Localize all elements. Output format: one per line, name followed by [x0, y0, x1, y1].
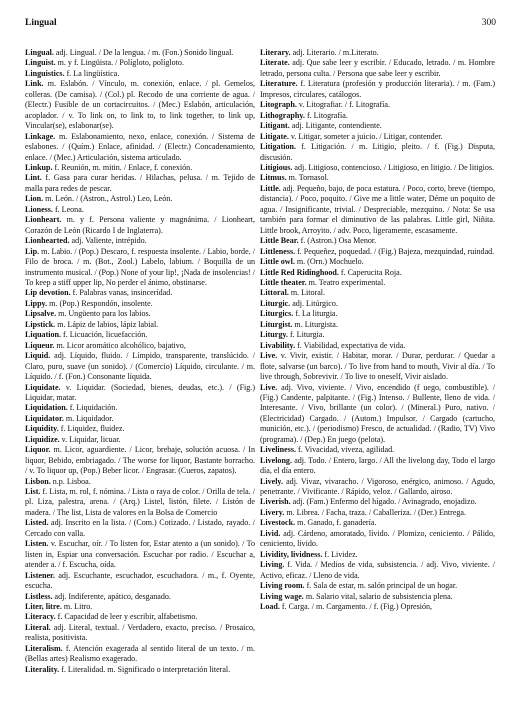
dictionary-entry	[260, 173, 495, 183]
entry-definition: m. Licor aromático alcohólico, bajativo,	[54, 340, 186, 350]
dictionary-entry	[25, 403, 255, 413]
dictionary-entry	[260, 383, 495, 446]
entry-definition: m. Licor, aguardiente. / Licor, brebaje, solución acuosa. / In liquor, Bebido, embriagado. / The worse for liquor, Bastante borracho. / v. To liquor up, (Pop.) Beber licor. / Engrasar. (Cueros, zapatos).	[25, 445, 255, 476]
entry-headword: Liveliness.	[260, 445, 296, 455]
dictionary-entry	[260, 581, 495, 591]
entry-headword: Livestock.	[260, 518, 296, 528]
dictionary-entry	[260, 560, 495, 581]
entry-definition: f. Lista, m. rol, f. nómina. / Lista o raya de color. / Orilla de tela. / pl. Liza, palestra, arena. / (Arq.) Listel, listón, filete. / Listón de madera. / The list, Lista de valores en la Bolsa de Comercio	[25, 487, 255, 517]
dictionary-entry	[25, 48, 255, 58]
entry-headword: Liquidator.	[25, 413, 64, 423]
entry-headword: Litograph.	[260, 100, 297, 110]
entry-definition: m. Ganado, f. ganadería.	[295, 518, 377, 528]
entry-definition: m. y f. Persona valiente y magnánima. / Lionheart, Corazón de León (Ricardo I de Inglaterra).	[25, 215, 255, 235]
dictionary-entry	[25, 194, 255, 204]
dictionary-entry	[25, 623, 255, 644]
dictionary-entry	[25, 58, 255, 68]
entry-headword: Liquid.	[25, 351, 51, 361]
entry-definition: f. Litigación. / m. Litigio, pleito. / f. (Fig.) Disputa, discusión.	[260, 142, 495, 162]
dictionary-entry	[25, 309, 255, 319]
entry-definition: m. Liturgista.	[292, 319, 338, 329]
entry-definition: adj. Vivo, viviente. / Vivo, encendido (f uego, combustible). / (Fig.) Candente, palpitante. / (Fig.) Intenso. / Bullente, lleno de vida. / Interesante. / Vivo, brillante (un color). / (Mineral.) Puro, nativo. / (Electricidad) Cargado. / (Autom.) Impulsor. / Cargado (cartucho, munición, etc.). / (periodismo) Fresco, de actualidad. / (Radio, TV) Vivo (programa). / (Dep.) En juego (pelota).	[260, 382, 495, 444]
dictionary-entry	[260, 48, 495, 58]
entry-headword: Lioness.	[25, 204, 53, 214]
entry-definition: f. Palabras vanas, insincerídad.	[70, 288, 173, 298]
dictionary-entry	[260, 592, 495, 602]
entry-definition: m. Librea. / Facha, traza. / Caballeriza. / (Der.) Entrega.	[284, 507, 467, 517]
entry-headword: Lipsalve.	[25, 309, 57, 319]
dictionary-entry	[25, 592, 255, 602]
entry-headword: Livelong.	[260, 455, 292, 465]
entry-definition: m. y f. Lingüista. / Polígloto, polígloto.	[55, 58, 184, 68]
dictionary-entry	[260, 247, 495, 257]
entry-definition: adj. Escuchante, escuchador, escuchadora. / m., f. Oyente, escucha.	[25, 570, 255, 591]
entry-headword: Listen.	[25, 539, 49, 549]
entry-definition: m. Eslabonamiento, nexo, enlace, conexión. / Sistema de eslabones. / (Quím.) Enlace, afinidad. / (Electr.) Concadenamiento, enlace. / (Mec.) Articulación, sistema articulado.	[25, 131, 255, 162]
entry-headword: Livability.	[260, 340, 296, 350]
dictionary-entry	[25, 69, 255, 79]
dictionary-entry	[260, 142, 495, 163]
page-number: 300	[481, 18, 496, 28]
entry-headword: Liturgy.	[260, 330, 288, 340]
dictionary-entry	[25, 132, 255, 163]
entry-definition: adj. Lingual. / De la lengua. / m. (Fon.) Sonido lingual.	[53, 48, 234, 57]
entry-definition: adj. Inscrito en la lista. / (Com.) Cotizado. / Listado, rayado. / Cercado con valla.	[25, 518, 255, 538]
dictionary-entry	[25, 487, 255, 518]
entry-headword: Literacy.	[25, 612, 56, 622]
dictionary-entry	[25, 414, 255, 424]
dictionary-entry	[25, 320, 255, 330]
dictionary-entry	[260, 132, 495, 142]
entry-headword: Lingual.	[25, 48, 54, 57]
entry-definition: m. Litro.	[61, 602, 93, 612]
entry-headword: Liter, litre.	[25, 602, 62, 612]
entry-definition: f. Reunión, m. mitin. / Enlace, f. conexión.	[52, 162, 193, 172]
dictionary-entry	[260, 100, 495, 110]
dictionary-entry	[25, 571, 255, 592]
entry-headword: Lint.	[25, 173, 42, 183]
dictionary-entry	[25, 215, 255, 236]
dictionary-entry	[260, 529, 495, 550]
entry-headword: Liturgist.	[260, 319, 293, 329]
entry-definition: f. Carga. / m. Cargamento. / f. (Fig.) Opresión,	[279, 602, 433, 612]
dictionary-entry	[260, 341, 495, 351]
dictionary-entry	[260, 299, 495, 309]
entry-headword: Live.	[260, 382, 278, 392]
entry-headword: Liquor.	[25, 445, 51, 455]
entry-definition: v. Litigar, someter a juicio. / Litigar, contender.	[288, 131, 443, 141]
entry-headword: Lively.	[260, 476, 284, 486]
entry-definition: f. Leona.	[52, 204, 84, 214]
dictionary-entry	[25, 247, 255, 289]
entry-headword: Living.	[260, 560, 285, 570]
dictionary-entry	[260, 309, 495, 319]
entry-definition: v. Liquidar. (Sociedad, bienes, deudas, etc.). / (Fig.) Liquidar, matar.	[25, 382, 255, 402]
entry-headword: Liquation.	[25, 330, 62, 340]
entry-definition: m. Lápiz de labios, lápiz labial.	[55, 319, 159, 329]
dictionary-entry	[260, 508, 495, 518]
entry-headword: Lividity, lividness.	[260, 549, 323, 559]
entry-headword: Listener.	[25, 570, 55, 580]
entry-headword: Linkage.	[25, 131, 56, 141]
entry-headword: Liquidation.	[25, 403, 68, 413]
entry-definition: adj. Valiente, intrépido.	[69, 236, 147, 246]
guide-word: Lingual	[25, 18, 57, 28]
entry-definition: m. Teatro experimental.	[306, 277, 386, 287]
entry-definition: adj. Cárdeno, amoratado, lívido. / Plomizo, ceniciento. / Pálido, ceniciento, lívido.	[260, 528, 495, 549]
entry-definition: f. Viabilidad, expectativa de vida.	[295, 340, 406, 350]
dictionary-entry	[25, 424, 255, 434]
entry-definition: f. Liquidez, fluidez.	[58, 424, 125, 434]
entry-definition: f. Vivacidad, viveza, agilidad.	[296, 445, 395, 455]
entry-headword: Lipstick.	[25, 319, 56, 329]
entry-definition: f. Literalidad. m. Significado o interpretación literal.	[59, 664, 231, 674]
entry-definition: m. Labio. / (Pop.) Descaro, f. respuesta insolente. / Labio, borde. / Filo de broca. / m. (Bot., Zool.) Labelo, labium. / Boquilla de un instrumento musical. / (Pop.) None of your lip!, ¡Nada de insolencias! / To keep a stiff upper lip, No perder el ánimo, obstinarse.	[25, 246, 255, 287]
entry-headword: Literature.	[260, 79, 298, 89]
dictionary-entry	[25, 351, 255, 382]
dictionary-entry	[25, 445, 255, 476]
entry-definition: v. Litografiar. / f. Litografía.	[296, 100, 390, 110]
dictionary-entry	[260, 351, 495, 382]
dictionary-entry	[260, 497, 495, 507]
dictionary-entry	[260, 330, 495, 340]
entry-headword: Living room.	[260, 581, 305, 591]
entry-definition: m. Tornasol.	[286, 173, 329, 183]
entry-headword: Litigation.	[260, 142, 296, 152]
entry-definition: m. (Orn.) Mochuelo.	[294, 257, 364, 267]
entry-definition: f. Litografía.	[304, 110, 348, 120]
dictionary-entry	[260, 320, 495, 330]
dictionary-entry	[260, 456, 495, 477]
entry-headword: Lip devotion.	[25, 288, 71, 298]
dictionary-entry	[260, 79, 495, 100]
entry-definition: m. (Pop.) Respondón, insolente.	[47, 298, 153, 308]
entry-definition: adj. Litigante, contendiente.	[289, 121, 382, 131]
entry-headword: Literality.	[25, 664, 60, 674]
entry-headword: Liturgic.	[260, 298, 291, 308]
dictionary-entry	[25, 518, 255, 539]
entry-definition: adj. Literal, textual. / Verdadero, exacto, preciso. / Prosaico, realista, positivista.	[25, 622, 255, 643]
entry-definition: f. Sala de estar, m. salón principal de un hogar.	[304, 581, 458, 591]
entry-headword: Liquidity.	[25, 424, 59, 434]
entry-headword: Liquidate.	[25, 382, 61, 392]
entry-headword: Linguist.	[25, 58, 56, 68]
entry-definition: m. Salario vital, salario de subsistencia plena.	[303, 591, 453, 601]
entry-headword: Live.	[260, 351, 278, 361]
dictionary-entry	[260, 550, 495, 560]
entry-headword: Linguistics.	[25, 68, 65, 78]
dictionary-entry	[260, 111, 495, 121]
dictionary-entry	[260, 278, 495, 288]
dictionary-entry	[25, 330, 255, 340]
entry-headword: Liquidize.	[25, 434, 60, 444]
entry-definition: m. León. / (Astron., Astrol.) Leo, León.	[43, 194, 173, 204]
entry-headword: Lippy.	[25, 298, 48, 308]
entry-headword: Littleness.	[260, 246, 296, 256]
entry-definition: adj. Pequeño, bajo, de poca estatura. / Poco, corto, breve (tiempo, distancia). / Poco, poquito. / Give me a little water, Déme un poquito de agua. / Insignificante, trivial. / Despreciable, mezquino. / Nota: Se usa también para formar el diminutivo de las palabras. Little girl, Niñita. Little brook, Arroyito. / adv. Poco, ligeramente, escasamente.	[260, 183, 495, 235]
entry-headword: Lithography.	[260, 110, 305, 120]
dictionary-entry	[25, 435, 255, 445]
entry-definition: f. Literatura (profesión y producción literaria). / m. (Fam.) Impresos, circulares, catálogos.	[260, 79, 495, 99]
entry-headword: Listed.	[25, 518, 49, 528]
entry-definition: f. Vida. / Medios de vida, subsistencia. / adj. Vivo, viviente. / Activo, eficaz. / Lleno de vida.	[260, 560, 495, 580]
entry-definition: f. (Astron.) Osa Menor.	[298, 236, 377, 246]
entry-headword: Lion.	[25, 194, 44, 204]
dictionary-entry	[260, 602, 495, 612]
entry-headword: Literalism.	[25, 643, 63, 653]
right-column	[260, 48, 495, 612]
entry-definition: adj. Indiferente, apático, desganado.	[52, 591, 171, 601]
dictionary-entry	[25, 236, 255, 246]
entry-definition: adj. Litigioso, contencioso. / Litigioso, en litigio. / De litigios.	[292, 162, 495, 172]
entry-headword: Link.	[25, 79, 44, 89]
entry-definition: adj. Todo. / Entero, largo. / All the livelong day, Todo el largo día, el día entero.	[260, 455, 495, 476]
entry-headword: Linkup.	[25, 162, 53, 172]
dictionary-entry	[260, 163, 495, 173]
dictionary-entry	[25, 299, 255, 309]
dictionary-entry	[260, 518, 495, 528]
entry-definition: n.p. Lisboa.	[50, 476, 91, 486]
dictionary-entry	[260, 58, 495, 79]
dictionary-entry	[25, 644, 255, 665]
dictionary-entry	[260, 477, 495, 498]
entry-headword: Litigious.	[260, 162, 293, 172]
dictionary-entry	[25, 602, 255, 612]
dictionary-entry	[25, 383, 255, 404]
entry-definition: m. Liquidador.	[63, 413, 114, 423]
entry-definition: adj. Líquido, fluido. / Límpido, transparente, translúcido. / Claro, puro, suave (un sonido). / (Comercio) Líquido, circulante. / m. Líquido. / f. (Fon.) Consonante líquida.	[25, 351, 255, 382]
entry-headword: Lionheart.	[25, 215, 62, 225]
entry-definition: adj. (Fam.) Enfermo del hígado. / Avinagrado, enojadizo.	[290, 497, 477, 507]
entry-definition: v. Vivir, existir. / Habitar, morar. / Durar, perdurar. / Quedar a flote, salvarse (un barco). / To live from hand to mouth, Vivir al día. / To live through, Sobrevivir. / To live to oneself, Vivir aislado.	[260, 351, 495, 382]
dictionary-entry	[25, 205, 255, 215]
dictionary-entry	[25, 163, 255, 173]
entry-definition: m. Litoral.	[288, 288, 326, 298]
entry-headword: Litmus.	[260, 173, 287, 183]
dictionary-entry	[25, 173, 255, 194]
dictionary-entry	[25, 79, 255, 131]
entry-headword: Liqueur.	[25, 340, 55, 350]
entry-headword: Little Bear.	[260, 236, 299, 246]
entry-definition: f. Gasa para curar heridas. / Hilachas, pelusa. / m. Tejido de malla para redes de pescar.	[25, 173, 255, 193]
entry-headword: Literal.	[25, 622, 51, 632]
entry-definition: adj. Litúrgico.	[290, 298, 338, 308]
dictionary-entry	[260, 121, 495, 131]
entry-definition: f. Liquidación.	[67, 403, 118, 413]
entry-headword: Livery.	[260, 507, 285, 517]
entry-definition: m. Ungüento para los labios.	[56, 309, 151, 319]
dictionary-entry	[25, 665, 255, 675]
dictionary-entry	[260, 257, 495, 267]
dictionary-entry	[260, 288, 495, 298]
entry-definition: v. Liquidar, licuar.	[59, 434, 121, 444]
entry-headword: Load.	[260, 602, 280, 612]
entry-definition: f. Caperucita Roja.	[338, 267, 402, 277]
entry-definition: f. Pequeñez, poquedad. / (Fig.) Bajeza, mezquindad, ruindad.	[295, 246, 495, 256]
entry-headword: Living wage.	[260, 591, 304, 601]
entry-definition: f. Atención exagerada al sentido literal de un texto. / m. (Bellas artes) Realismo exagerado.	[25, 643, 255, 664]
dictionary-entry	[260, 445, 495, 455]
entry-headword: Litigate.	[260, 131, 289, 141]
entry-headword: Literary.	[260, 48, 291, 57]
dictionary-entry	[25, 539, 255, 570]
entry-definition: f. La lingüística.	[64, 68, 120, 78]
entry-headword: Lip.	[25, 246, 40, 256]
entry-definition: adj. Vivaz, vivaracho. / Vigoroso, enérgico, animoso. / Agudo, penetrante. / Vivificante. / Rápido, veloz. / Gallardo, airoso.	[260, 476, 495, 497]
entry-headword: Little Red Ridinghood.	[260, 267, 339, 277]
entry-definition: m. Eslabón. / Vínculo, m. conexión, enlace. / pl. Gemelos, colleras. (De camisa). / (Col.) pl. Recodo de una corriente de agua. / (Electr.) Fusible de un cortacircuitos. / (Mec.) Eslabón, articulación, acoplador. / v. To link on, to link to, to link together, to link up, Vincular(se), eslabonar(se).	[25, 79, 255, 131]
dictionary-entry	[25, 341, 255, 351]
entry-headword: Litigant.	[260, 121, 290, 131]
dictionary-entry	[25, 288, 255, 298]
left-column	[25, 48, 255, 675]
entry-definition: adj. Literario. / m.Literato.	[290, 48, 379, 57]
entry-headword: Lionhearted.	[25, 236, 70, 246]
entry-definition: v. Escuchar, oír. / To listen for, Estar atento a (un sonido). / To listen in, Espiar una conversación. Escuchar por radio. / Escuchar a, atender a. / f. Escucha, oída.	[25, 539, 255, 570]
entry-headword: Little theater.	[260, 277, 307, 287]
entry-headword: List.	[25, 487, 41, 497]
dictionary-entry	[25, 477, 255, 487]
entry-definition: f. La liturgia.	[293, 309, 338, 319]
page-header	[25, 18, 496, 32]
entry-headword: Little.	[260, 183, 281, 193]
entry-headword: Lisbon.	[25, 476, 51, 486]
dictionary-entry	[260, 268, 495, 278]
entry-definition: f. Lividez.	[322, 549, 358, 559]
dictionary-entry	[260, 184, 495, 236]
entry-headword: Livid.	[260, 528, 281, 538]
dictionary-entry	[260, 236, 495, 246]
entry-definition: adj. Que sabe leer y escribir. / Educado, letrado. / m. Hombre letrado, persona culta. / Persona que sabe leer y escribir.	[260, 58, 495, 78]
entry-definition: f. Capacidad de leer y escribir, alfabetismo.	[55, 612, 198, 622]
entry-headword: Littoral.	[260, 288, 289, 298]
entry-headword: Little owl.	[260, 257, 295, 267]
entry-headword: Liverish.	[260, 497, 291, 507]
entry-headword: Listless.	[25, 591, 53, 601]
entry-headword: Liturgics.	[260, 309, 294, 319]
entry-definition: f. Licuación, licuefacción.	[61, 330, 148, 340]
entry-definition: f. Liturgia.	[287, 330, 325, 340]
entry-headword: Literate.	[260, 58, 290, 68]
dictionary-entry	[25, 612, 255, 622]
